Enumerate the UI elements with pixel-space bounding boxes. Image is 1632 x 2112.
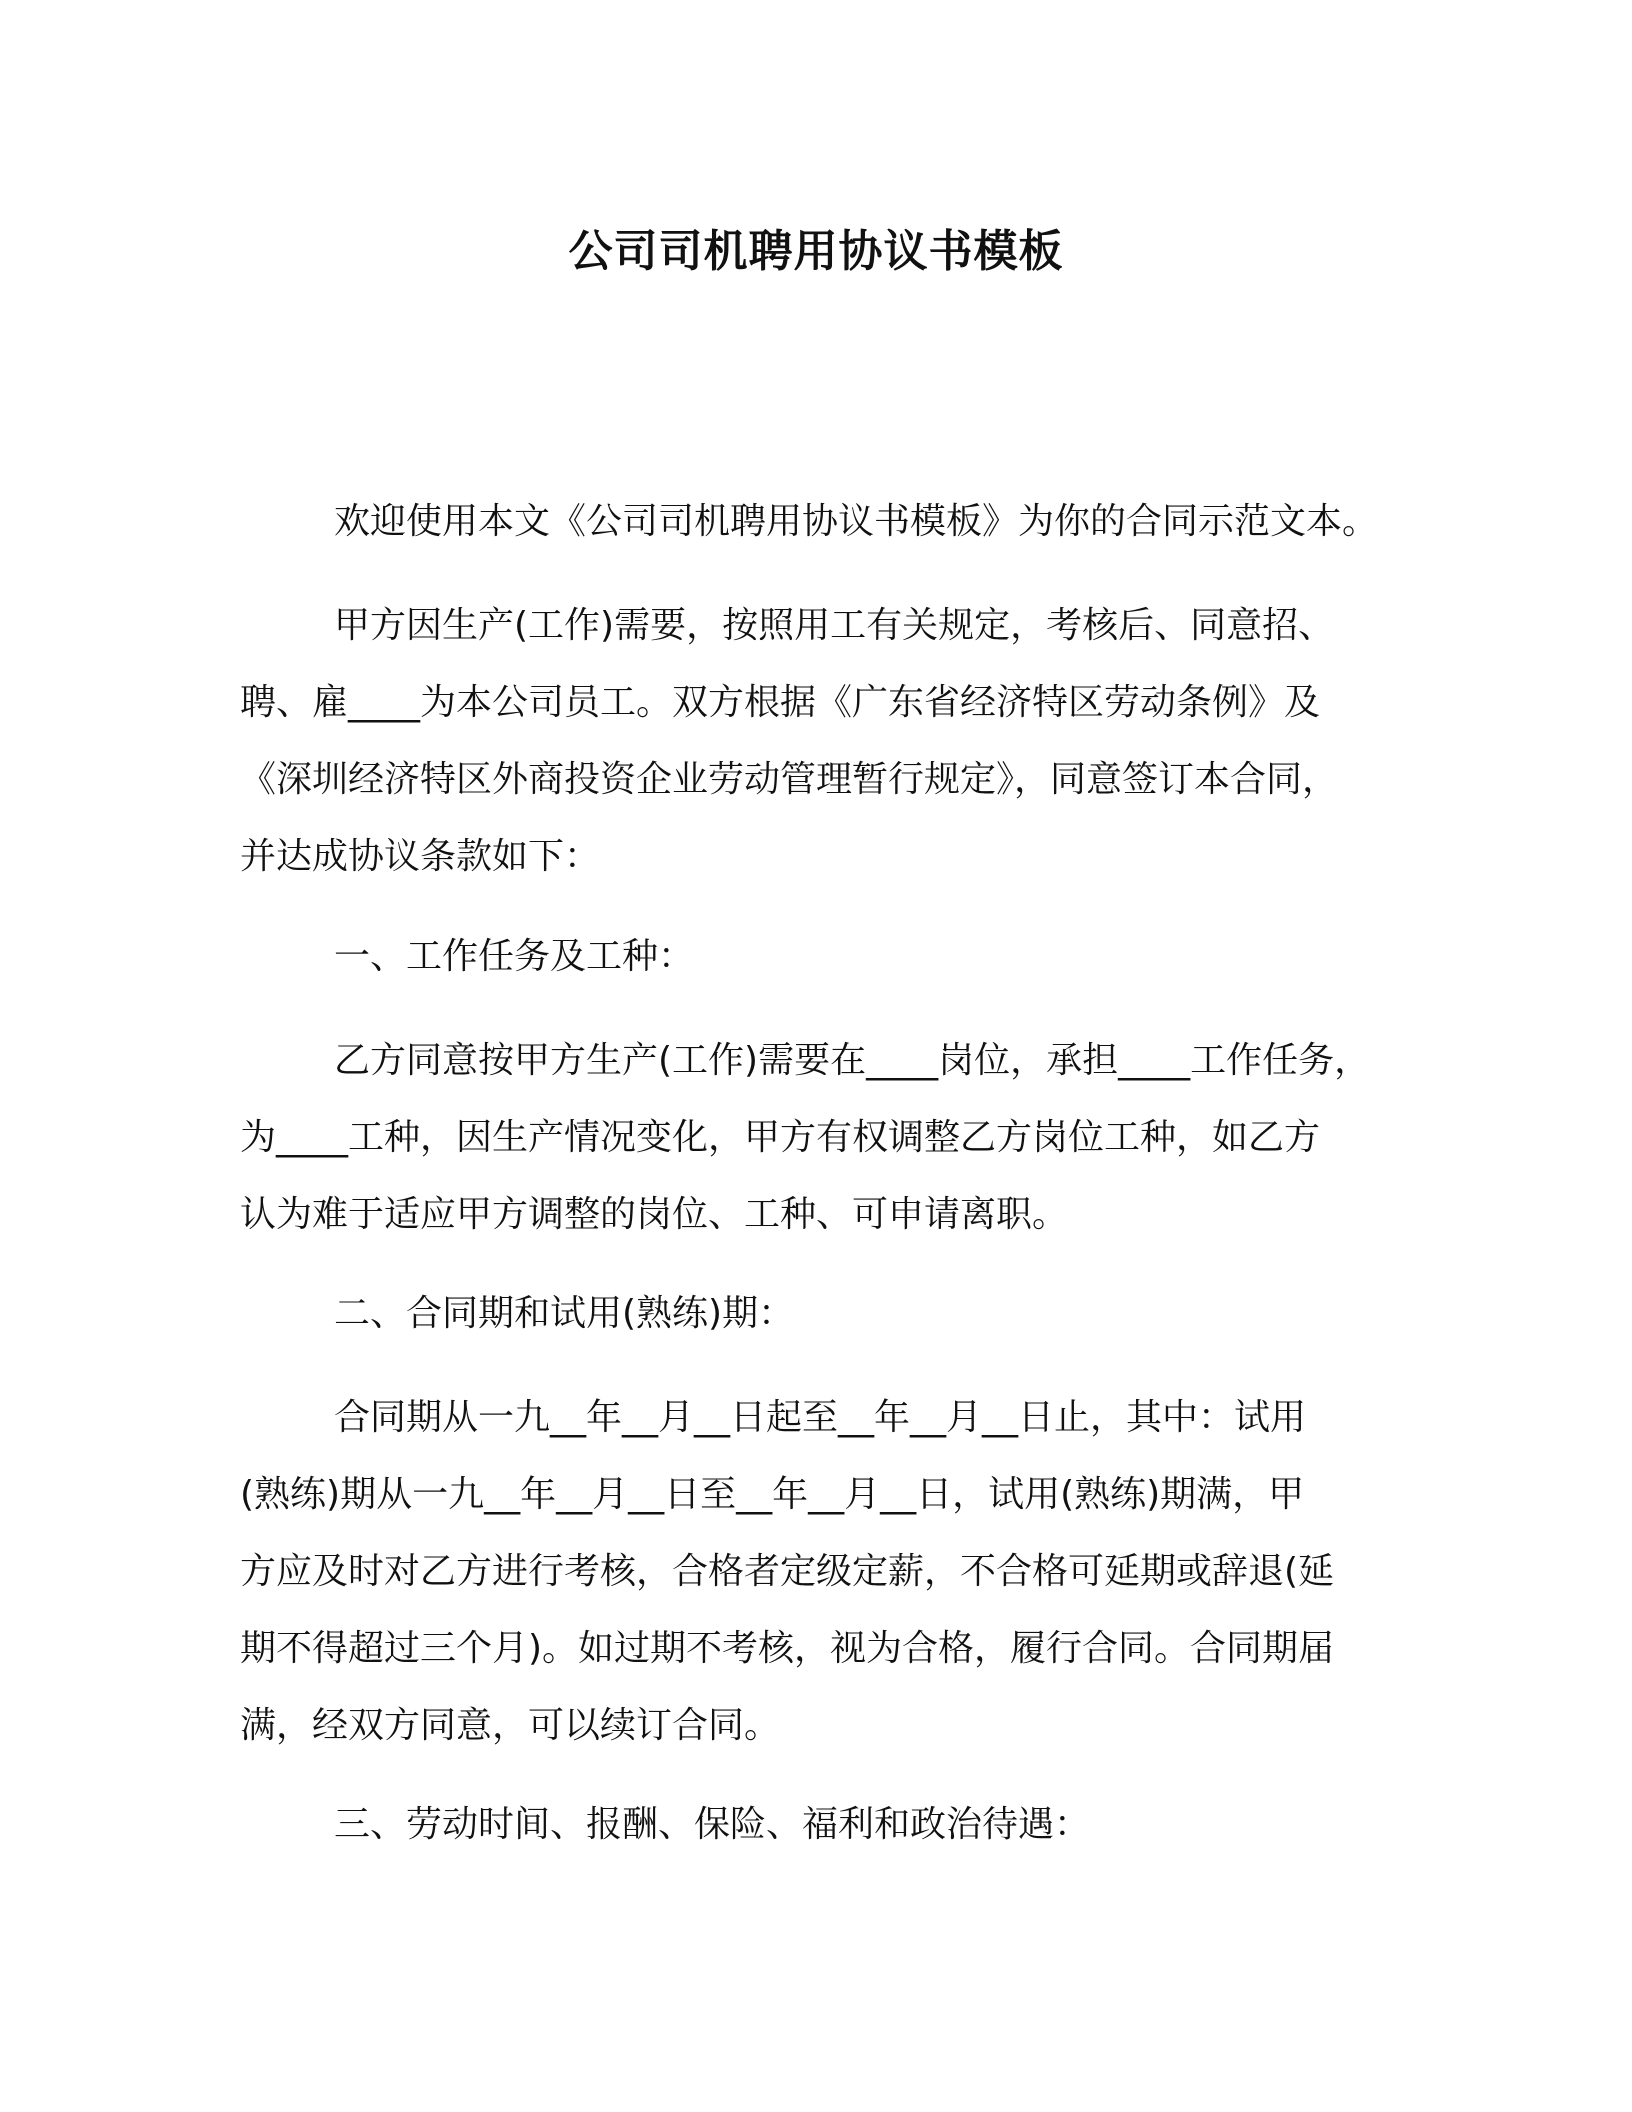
paragraph-line: 认为难于适应甲方调整的岗位、工种、可申请离职。 xyxy=(240,1194,1069,1235)
section-3-heading xyxy=(240,1786,1400,1863)
section-1-heading xyxy=(240,918,1400,995)
intro-paragraph xyxy=(240,483,1400,560)
section-2-body xyxy=(240,1379,1400,1764)
section-heading-text: 三、劳动时间、报酬、保险、福利和政治待遇： xyxy=(334,1804,1091,1845)
section-2-heading xyxy=(240,1275,1400,1352)
paragraph-line: 《深圳经济特区外商投资企业劳动管理暂行规定》，同意签订本合同， xyxy=(240,759,1339,800)
section-1-body xyxy=(240,1022,1400,1253)
document-title: 公司司机聘用协议书模板 xyxy=(568,226,1064,277)
paragraph-line: 合同期从一九__年__月__日起至__年__月__日止，其中：试用 xyxy=(334,1397,1307,1438)
paragraph-line: 聘、雇____为本公司员工。双方根据《广东省经济特区劳动条例》及 xyxy=(240,682,1321,723)
paragraph-line: 方应及时对乙方进行考核，合格者定级定薪，不合格可延期或辞退(延 xyxy=(240,1551,1335,1592)
section-heading-text: 一、工作任务及工种： xyxy=(334,936,695,977)
paragraph-line: 乙方同意按甲方生产(工作)需要在____岗位，承担____工作任务， xyxy=(334,1040,1371,1081)
paragraph-line: 甲方因生产(工作)需要，按照用工有关规定，考核后、同意招、 xyxy=(334,605,1335,646)
hire-paragraph xyxy=(240,587,1400,895)
paragraph-line: 满，经双方同意，可以续订合同。 xyxy=(240,1705,781,1746)
section-heading-text: 二、合同期和试用(熟练)期： xyxy=(334,1293,795,1334)
paragraph-line: 并达成协议条款如下： xyxy=(240,836,601,877)
paragraph-line: (熟练)期从一九__年__月__日至__年__月__日，试用(熟练)期满，甲 xyxy=(240,1474,1305,1515)
paragraph-line: 欢迎使用本文《公司司机聘用协议书模板》为你的合同示范文本。 xyxy=(334,501,1379,542)
paragraph-line: 期不得超过三个月)。如过期不考核，视为合格，履行合同。合同期届 xyxy=(240,1628,1335,1669)
paragraph-line: 为____工种，因生产情况变化，甲方有权调整乙方岗位工种，如乙方 xyxy=(240,1117,1321,1158)
